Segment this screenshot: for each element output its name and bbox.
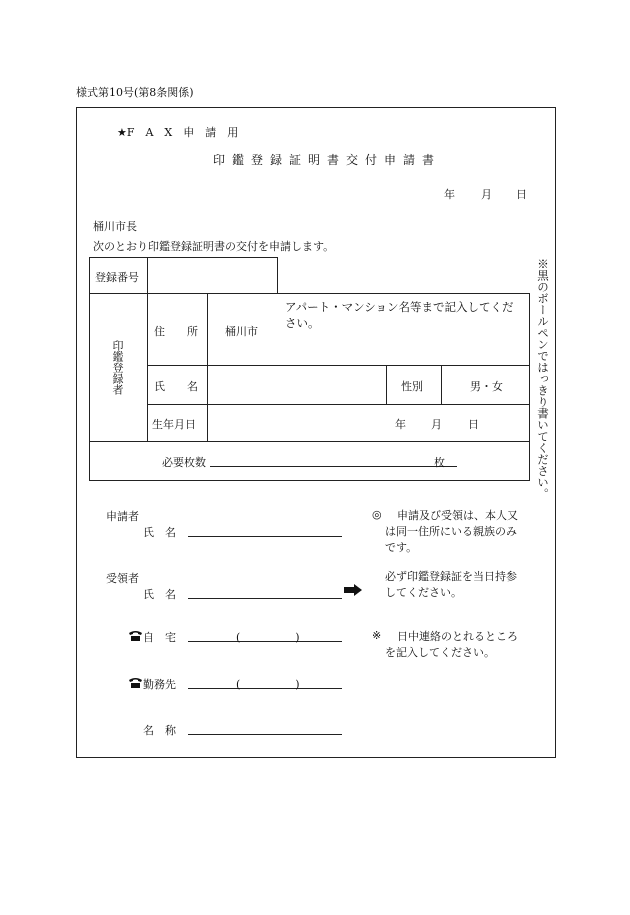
receiver-note: 必ず印鑑登録証を当日持参してください。	[385, 570, 517, 599]
birth-year: 年	[395, 418, 406, 431]
request-text: 次のとおり印鑑登録証明書の交付を申請します。	[93, 240, 335, 253]
birth-label: 生年月日	[152, 418, 196, 431]
receiver-name-label: 氏 名	[143, 588, 176, 601]
copies-field[interactable]	[210, 466, 457, 467]
date-year: 年	[444, 188, 455, 201]
address-city: 桶川市	[225, 325, 258, 338]
date-day: 日	[516, 188, 527, 201]
address-field[interactable]	[270, 335, 525, 360]
form-number: 様式第10号(第8条関係)	[76, 86, 194, 99]
arrow-right-icon	[344, 584, 362, 599]
reg-number-label: 登録番号	[95, 271, 139, 284]
company-name-field[interactable]	[188, 734, 342, 735]
date-month: 月	[481, 188, 492, 201]
company-name-label: 名 称	[143, 724, 176, 737]
work-phone-label: 勤務先	[143, 678, 176, 691]
copies-label: 必要枚数	[162, 456, 206, 469]
address-note: アパート・マンション名等まで記入してください。	[285, 300, 514, 330]
applicant-note-mark: ◎	[372, 508, 382, 521]
applicant-name-label: 氏 名	[143, 526, 176, 539]
gender-label: 性別	[401, 380, 423, 393]
work-phone-parens: ( )	[236, 678, 300, 691]
receiver-name-field[interactable]	[188, 598, 342, 599]
address-label: 住 所	[154, 325, 198, 338]
phone-icon	[129, 630, 142, 644]
side-note: ※黒のボールペンではっきり書いてください。	[536, 258, 550, 500]
registrant-label: 印鑑登録者	[111, 340, 124, 395]
applicant-heading: 申請者	[106, 510, 139, 523]
fax-label: ★F A X 申 請 用	[117, 126, 239, 139]
name-field[interactable]	[210, 368, 384, 402]
birth-day: 日	[468, 418, 479, 431]
phone-icon	[129, 677, 142, 691]
applicant-note: 申請及び受領は、本人又は同一住所にいる親族のみです。	[385, 509, 518, 554]
birth-month: 月	[431, 418, 442, 431]
phone-note: 日中連絡のとれるところを記入してください。	[385, 630, 518, 659]
applicant-name-field[interactable]	[188, 536, 342, 537]
gender-value[interactable]: 男・女	[470, 380, 503, 393]
home-phone-label: 自 宅	[143, 631, 176, 644]
name-label: 氏 名	[154, 380, 198, 393]
copies-unit: 枚	[434, 456, 445, 469]
addressee: 桶川市長	[93, 220, 137, 233]
phone-note-mark: ※	[372, 629, 382, 642]
form-title: 印鑑登録証明書交付申請書	[213, 153, 442, 167]
receiver-heading: 受領者	[106, 572, 139, 585]
home-phone-parens: ( )	[236, 631, 300, 644]
